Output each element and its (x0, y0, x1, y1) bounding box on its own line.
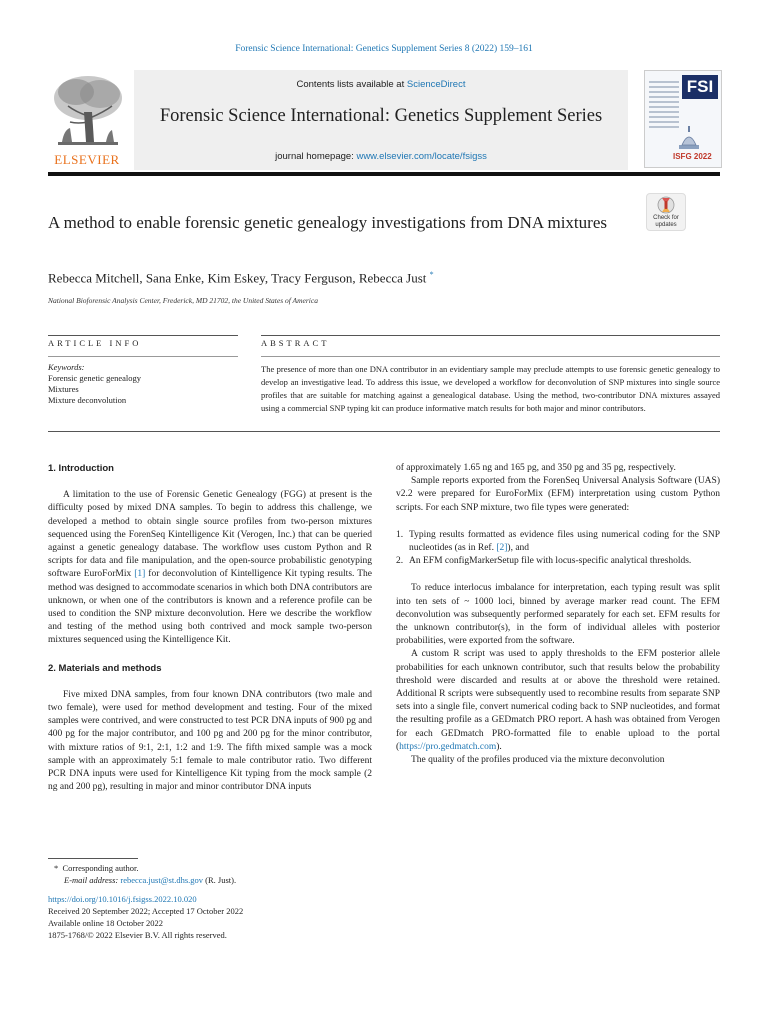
r-script-text: A custom R script was used to apply thresholds to the EFM posterior allele probabilities for each unknown contributor, such that results below the probability threshold were discarded and results at or above the threshold were retained. Additional R scripts were subsequently used to recombine results from separate SNP sets into a single file, convert numerical coding back to SNP nucleotides, and format the resulting profile as a GEDmatch PRO report. A hash was obtained from Verogen for each GEDmatch PRO-formatted file to enable upload to the portal ( (396, 649, 720, 752)
methods-heading: 2. Materials and methods (48, 662, 162, 674)
list-item-text-end: ), and (507, 543, 530, 554)
left-column (48, 462, 372, 794)
methods-paragraph: Five mixed DNA samples, from four known DNA contributors (two male and two female), were used for method development and testing. Four of the mixed samples were contrived, and were constructed to test PCR DNA inputs of 900 pg and 400 pg for the major contributor, and 100 pg and 200 pg for the minor contributor, with mixture ratios of 9:1, 2:1, 1:2 and 1:9. The fifth mixed sample was a mock sample with an approximately 5:1 female to male contributor ratio. Two different PCR DNA inputs were used for Kintelligence Kit typing from the mock sample (2 ng and 200 pg), resulting in major and minor contributor DNA inputs (48, 689, 372, 793)
abstract-rule-mid (261, 356, 720, 357)
sample-reports-paragraph: Sample reports exported from the ForenSeq Universal Analysis Software (UAS) v2.2 were prepared for EuroForMix (EFM) interpretation using custom Python scripts. For each SNP mixture, two file types were generated: (396, 476, 720, 513)
r-script-paragraph (396, 648, 720, 754)
abstract-heading: ABSTRACT (261, 338, 330, 348)
publisher-name: ELSEVIER (54, 152, 120, 167)
list-item-text: An EFM configMarkerSetup file with locus-specific analytical thresholds. (409, 556, 692, 567)
corresponding-author-mark[interactable]: * (429, 270, 434, 279)
file-types-list (396, 529, 720, 569)
interlocus-paragraph: To reduce interlocus imbalance for interpretation, each typing result was split into ten sets of ~ 1000 loci, binned by average marker read count. The EFM deconvolution was subsequently performed separately for each set. EFM results for the unknown contributor(s), in the form of individual alleles with posterior probabilities, were exported from the software. (396, 583, 720, 647)
elsevier-logo[interactable] (48, 72, 126, 168)
abstract-rule-bottom (48, 431, 720, 432)
keywords-label: Keywords: (48, 362, 85, 372)
received-dates: Received 20 September 2022; Accepted 17 October 2022 (48, 905, 244, 916)
keyword-item: Forensic genetic genealogy (48, 373, 141, 383)
abstract-rule-top (261, 335, 720, 336)
sciencedirect-link[interactable]: ScienceDirect (406, 79, 466, 90)
contents-line (134, 79, 628, 90)
continued-paragraph: of approximately 1.65 ng and 165 pg, and 350 pg and 35 pg, respectively. (396, 463, 676, 473)
contents-prefix: Contents lists available at (296, 79, 407, 90)
cover-event-label: ISFG 2022 (673, 152, 712, 161)
header-rule (48, 172, 720, 176)
abstract-text: The presence of more than one DNA contributor in an evidentiary sample may preclude attempts to use forensic genetic genealogy to develop an investigative lead. To address this issue, we developed a workflow for deconvolution of SNP mixtures into single source profiles that are suitable for matching against a genealogical database. Using the method, two-contributor DNA mixtures assayed using a commercial SNP typing kit can produce informative match results for both major and minor contributors. (261, 364, 720, 413)
author-list (48, 270, 708, 286)
journal-masthead (48, 70, 720, 170)
homepage-prefix: journal homepage: (275, 151, 357, 162)
doi-link[interactable]: https://doi.org/10.1016/j.fsigss.2022.10.020 (48, 893, 197, 904)
crossmark-label-line1: Check for (653, 215, 679, 221)
list-item-number: 2. (396, 556, 404, 567)
footnotes (48, 852, 378, 942)
intro-text-b: for deconvolution of Kintelligence Kit typing results. The method was designed to accommodate scenarios in which both DNA contributors are unknown, or when one of the contributors is known and a reference profile can be used to condition the SNP mixture deconvolution. Here we describe the workflow and testing of the method using both contrived and mock sample two-person mixtures sequenced using the Kintelligence Kit. (48, 569, 372, 646)
check-for-updates-badge[interactable] (646, 193, 686, 231)
capitol-dome-icon (675, 123, 703, 151)
intro-text-a: A limitation to the use of Forensic Genetic Genealogy (FGG) at present is the difficulty posed by mixed DNA samples. To begin to address this challenge, we developed a method to obtain single source profiles from two-person mixtures sequenced using the ForenSeq Kintelligence Kit (Verogen, Inc.) that can be queried against a genetic genealogy database. The workflow uses custom Python and R scripts for data and file manipulation, and the open-source probabilistic genotyping software EuroForMix (48, 490, 372, 580)
list-item (396, 529, 720, 555)
journal-title: Forensic Science International: Genetics Supplement Series (159, 106, 603, 126)
author-email-link[interactable]: rebecca.just@st.dhs.gov (120, 875, 204, 886)
article-info-heading: ARTICLE INFO (48, 338, 142, 348)
right-column (396, 462, 720, 767)
crossmark-icon (647, 194, 685, 216)
article-info-rule-mid (48, 356, 238, 357)
corresponding-author-note (48, 862, 378, 874)
crossmark-label (647, 215, 685, 229)
gedmatch-link[interactable]: https://pro.gedmatch.com (399, 741, 497, 752)
list-item (396, 555, 720, 568)
r-script-text-end: ). (496, 741, 502, 752)
homepage-line (134, 151, 628, 162)
cover-fsi-badge: FSI (682, 75, 718, 99)
keyword-item: Mixtures (48, 384, 79, 394)
journal-cover-thumbnail[interactable] (644, 70, 722, 168)
journal-header-band (134, 70, 628, 170)
reference-link-1[interactable]: [1] (134, 569, 146, 580)
corresponding-label: Corresponding author. (62, 863, 139, 873)
author-names: Rebecca Mitchell, Sana Enke, Kim Eskey, Tracy Ferguson, Rebecca Just (48, 270, 427, 286)
email-line (48, 874, 378, 886)
available-online: Available online 18 October 2022 (48, 918, 164, 929)
crossmark-label-line2: updates (655, 222, 677, 228)
introduction-heading: 1. Introduction (48, 463, 114, 474)
journal-homepage-link[interactable]: www.elsevier.com/locate/fsigss (356, 151, 487, 162)
reference-link-2[interactable]: [2] (496, 543, 508, 554)
copyright-line: 1875-1768/© 2022 Elsevier B.V. All rights reserved. (48, 930, 227, 941)
author-affiliation: National Bioforensic Analysis Center, Frederick, MD 21702, the United States of America (48, 296, 318, 305)
list-item-number: 1. (396, 529, 404, 540)
list-item-text: Typing results formatted as evidence files using numerical coding for the SNP nucleotides (as in Ref. (409, 529, 720, 554)
email-label: E-mail address: (64, 875, 121, 886)
keywords-block (48, 362, 238, 406)
journal-citation[interactable]: Forensic Science International: Genetics Supplement Series 8 (2022) 159–161 (235, 44, 533, 54)
quality-paragraph: The quality of the profiles produced via the mixture deconvolution (411, 755, 665, 766)
paper-title: A method to enable forensic genetic genealogy investigations from DNA mixtures (48, 213, 607, 232)
email-suffix: (R. Just). (203, 875, 237, 886)
introduction-paragraph (48, 489, 372, 647)
keyword-item: Mixture deconvolution (48, 395, 127, 405)
footnote-star: * (54, 863, 59, 873)
article-info-rule-top (48, 335, 238, 336)
elsevier-tree-icon (48, 72, 126, 150)
